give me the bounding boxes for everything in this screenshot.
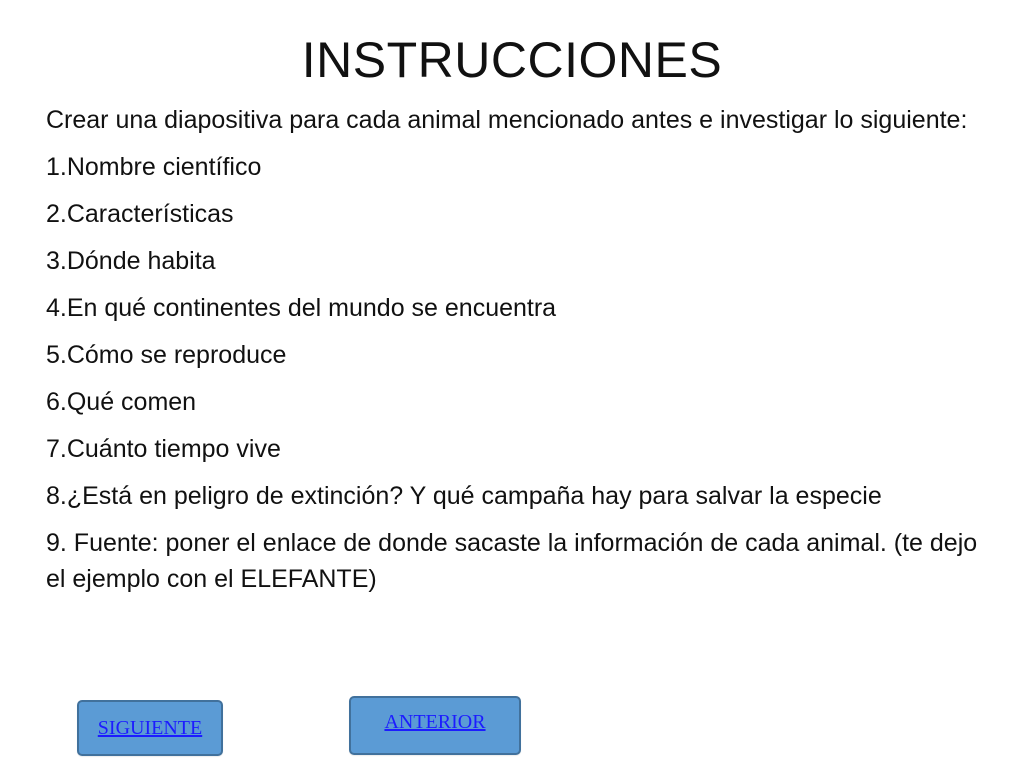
- slide-title: INSTRUCCIONES: [301, 32, 723, 88]
- instruction-item: 6.Qué comen: [46, 388, 197, 416]
- instruction-item: 3.Dónde habita: [46, 247, 216, 275]
- instruction-item: 4.En qué continentes del mundo se encuentra: [46, 294, 557, 322]
- instruction-item: 2.Características: [46, 200, 234, 228]
- next-button-label: SIGUIENTE: [97, 716, 203, 739]
- instruction-item: 8.¿Está en peligro de extinción? Y qué campaña hay para salvar la especie: [46, 482, 882, 510]
- instructions-list: [46, 149, 986, 597]
- instruction-item: 1.Nombre científico: [46, 153, 262, 181]
- previous-button-label: ANTERIOR: [384, 711, 486, 733]
- instructions-body: [46, 102, 986, 597]
- next-button[interactable]: [77, 700, 223, 756]
- previous-button[interactable]: [349, 696, 521, 755]
- instruction-item: 7.Cuánto tiempo vive: [46, 435, 281, 463]
- instruction-item: 5.Cómo se reproduce: [46, 341, 287, 369]
- instruction-item: 9. Fuente: poner el enlace de donde sacaste la información de cada animal. (te dejo el ejemplo con el ELEFANTE): [46, 529, 978, 593]
- instructions-intro: Crear una diapositiva para cada animal mencionado antes e investigar lo siguiente:: [46, 106, 968, 134]
